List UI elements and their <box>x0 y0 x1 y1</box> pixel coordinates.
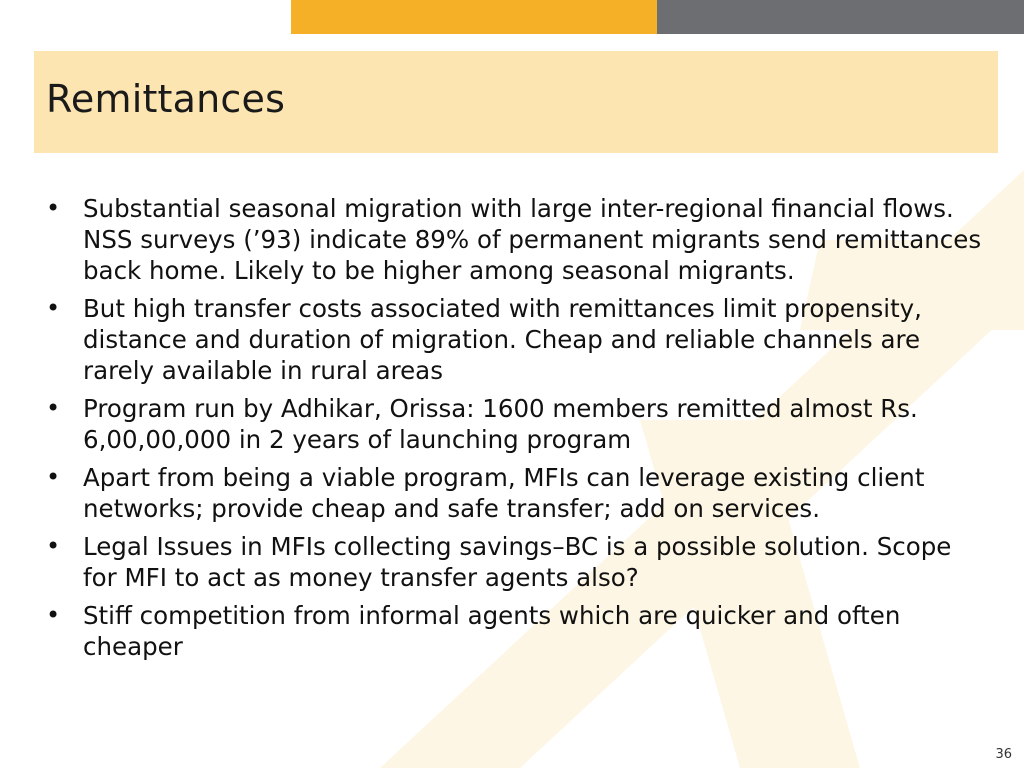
header-accent-bar-gray <box>657 0 1024 34</box>
slide-number: 36 <box>995 747 1012 762</box>
bullet-text: But high transfer costs associated with remittances limit propensity, distance and duration of migration. Cheap and reliable channels are rarely available in rural areas <box>83 294 922 385</box>
bullet-dot: • <box>46 294 61 322</box>
bullet-item <box>44 393 984 455</box>
slide-title: Remittances <box>46 77 286 121</box>
bullet-item <box>44 293 984 386</box>
bullet-dot: • <box>46 532 61 560</box>
title-band <box>34 51 998 153</box>
bullet-dot: • <box>46 601 61 629</box>
bullet-text: Substantial seasonal migration with large inter-regional financial flows. NSS surveys (’93) indicate 89% of permanent migrants send remittances back home. Likely to be higher among seasonal migrants. <box>83 194 982 285</box>
bullet-dot: • <box>46 463 61 491</box>
bullet-item <box>44 193 984 286</box>
bullet-dot: • <box>46 394 61 422</box>
bullet-text: Stiff competition from informal agents which are quicker and often cheaper <box>83 601 901 661</box>
bullet-list <box>44 193 984 669</box>
bullet-item <box>44 600 984 662</box>
bullet-text: Legal Issues in MFIs collecting savings–BC is a possible solution. Scope for MFI to act as money transfer agents also? <box>83 532 952 592</box>
bullet-item <box>44 462 984 524</box>
bullet-text: Apart from being a viable program, MFIs can leverage existing client networks; provide cheap and safe transfer; add on services. <box>83 463 925 523</box>
bullet-text: Program run by Adhikar, Orissa: 1600 members remitted almost Rs. 6,00,00,000 in 2 years of launching program <box>83 394 918 454</box>
bullet-dot: • <box>46 194 61 222</box>
bullet-item <box>44 531 984 593</box>
header-accent-bar-yellow <box>291 0 657 34</box>
